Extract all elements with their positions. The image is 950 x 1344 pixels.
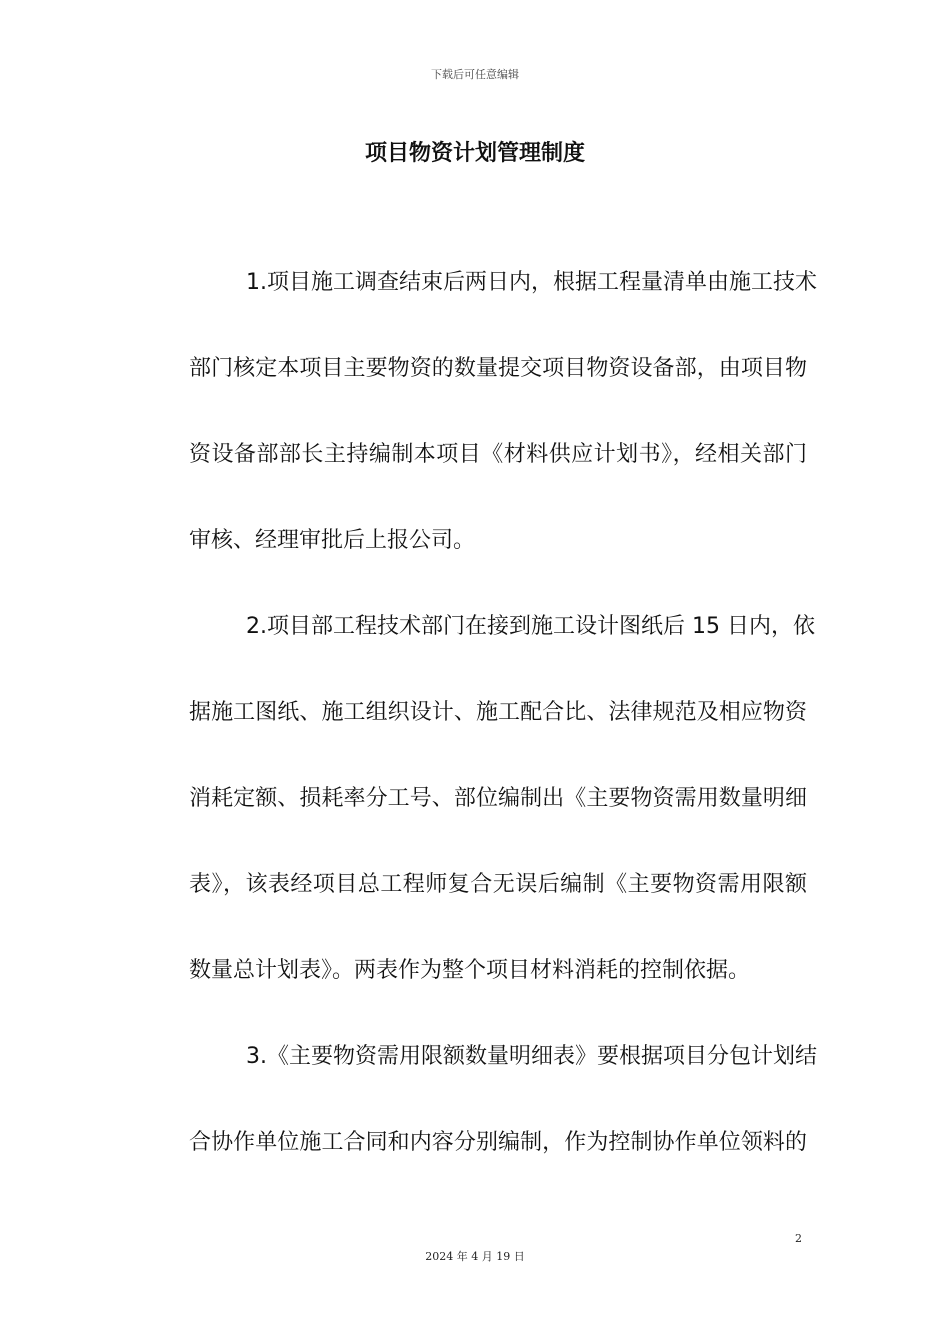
- paragraph-line: 审核、经理审批后上报公司。: [189, 528, 476, 553]
- paragraph-line: 部门核定本项目主要物资的数量提交项目物资设备部，由项目物: [189, 356, 807, 381]
- paragraph-line: 消耗定额、损耗率分工号、部位编制出《主要物资需用数量明细: [189, 786, 807, 811]
- paragraph-line: 据施工图纸、施工组织设计、施工配合比、法律规范及相应物资: [189, 700, 807, 725]
- page-number: 2: [795, 1232, 802, 1245]
- paragraph-line: 2.项目部工程技术部门在接到施工设计图纸后 15 日内，依: [246, 614, 815, 639]
- paragraph-line: 资设备部部长主持编制本项目《材料供应计划书》，经相关部门: [189, 442, 807, 467]
- paragraph-line: 表》，该表经项目总工程师复合无误后编制《主要物资需用限额: [189, 872, 807, 897]
- document-body: [145, 240, 817, 1186]
- paragraph-line: 3.《主要物资需用限额数量明细表》要根据项目分包计划结: [246, 1044, 817, 1069]
- paragraph-3: [145, 1014, 817, 1186]
- page-title: 项目物资计划管理制度: [364, 141, 585, 166]
- header-note: 下载后可任意编辑: [431, 68, 519, 81]
- paragraph-line: 1.项目施工调查结束后两日内，根据工程量清单由施工技术: [246, 270, 817, 295]
- footer-date: 2024 年 4 月 19 日: [425, 1250, 525, 1263]
- paragraph-2: [145, 584, 815, 1014]
- paragraph-1: [145, 240, 817, 584]
- paragraph-line: 合协作单位施工合同和内容分别编制，作为控制协作单位领料的: [189, 1130, 807, 1155]
- paragraph-line: 数量总计划表》。两表作为整个项目材料消耗的控制依据。: [189, 958, 751, 983]
